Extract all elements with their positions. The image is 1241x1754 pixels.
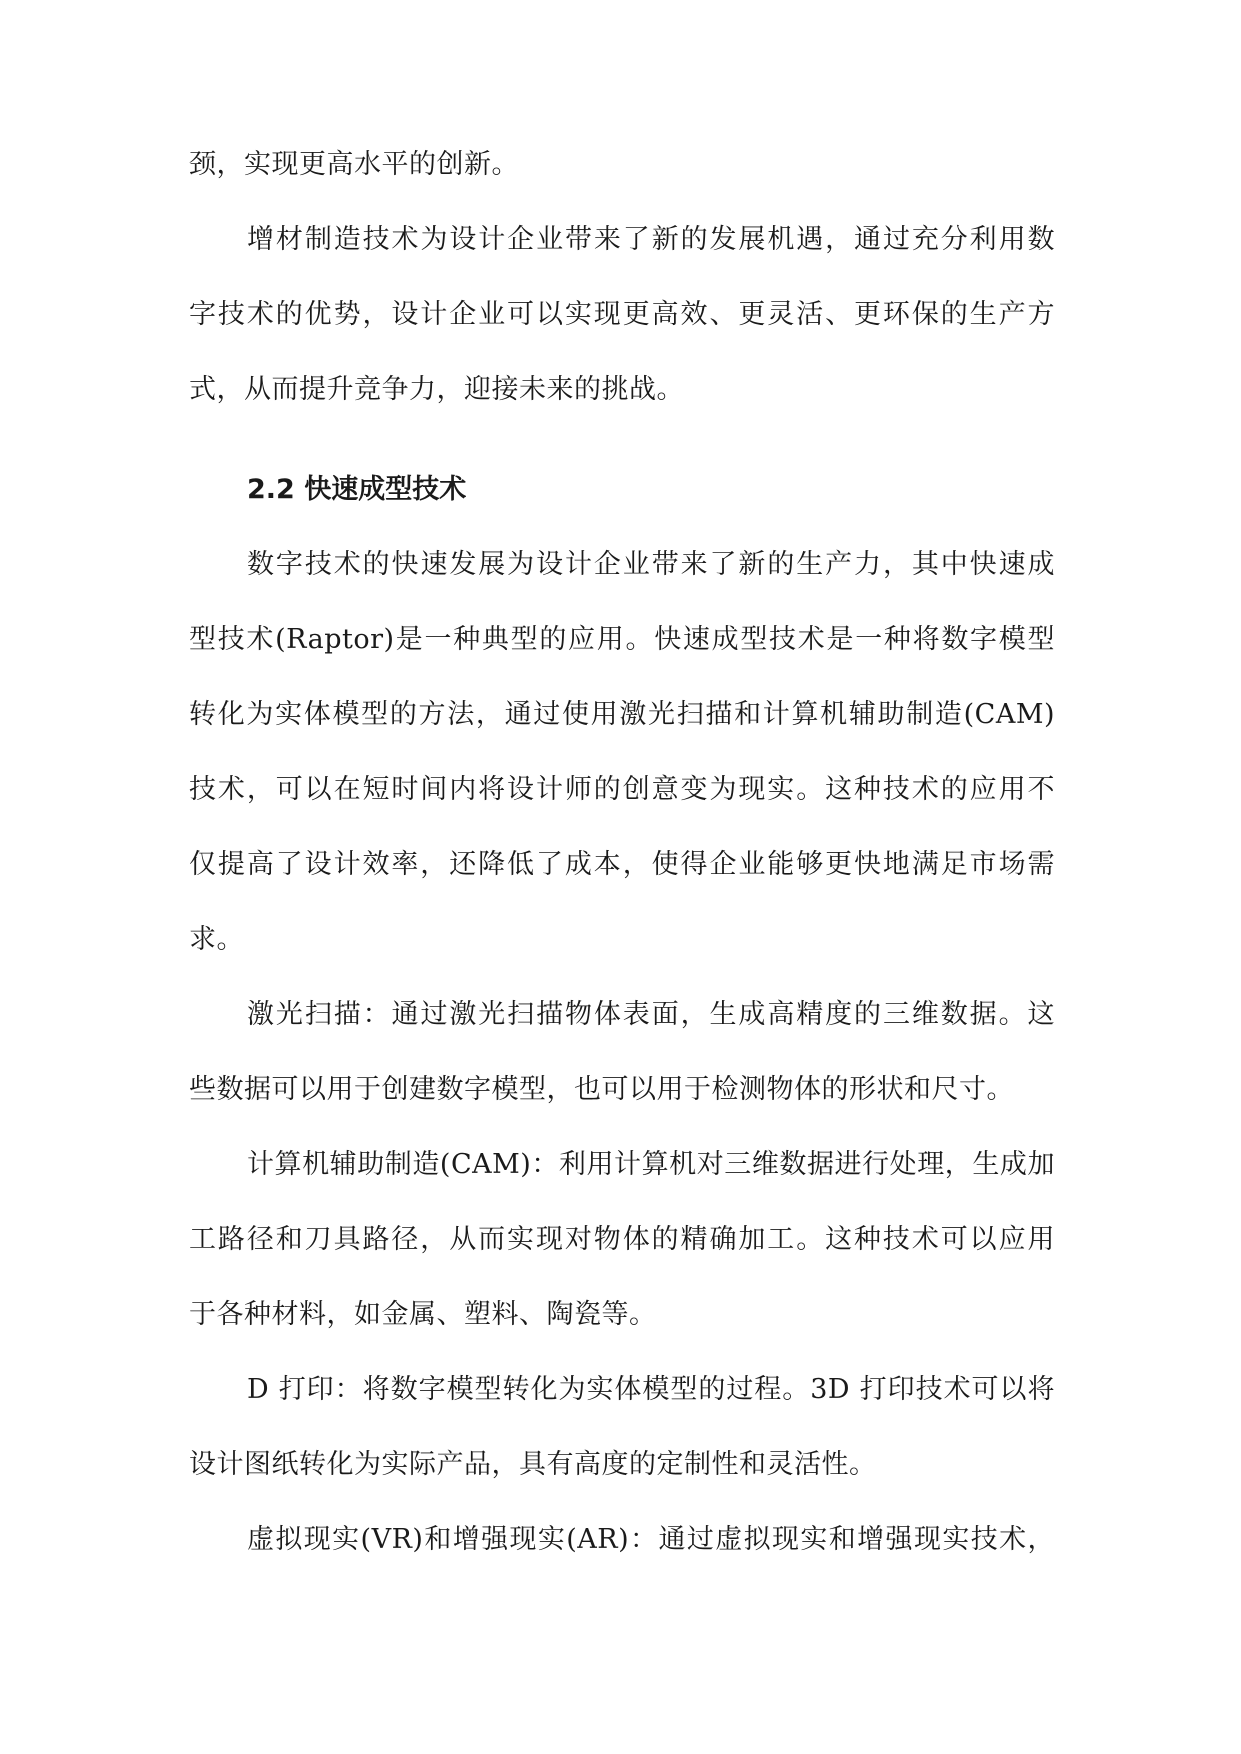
text-line: 技术，可以在短时间内将设计师的创意变为现实。这种技术的应用不 xyxy=(189,774,1055,805)
paragraph-3d-printing xyxy=(189,1365,1055,1515)
text-line: 颈，实现更高水平的创新。 xyxy=(189,149,519,180)
paragraph-vr-ar xyxy=(189,1515,1055,1590)
text-line: 仅提高了设计效率，还降低了成本，使得企业能够更快地满足市场需 xyxy=(189,849,1055,880)
text-line: 工路径和刀具路径，从而实现对物体的精确加工。这种技术可以应用 xyxy=(189,1224,1055,1255)
text-line: 增材制造技术为设计企业带来了新的发展机遇，通过充分利用数 xyxy=(247,224,1055,255)
paragraph-laser-scanning xyxy=(189,990,1055,1140)
paragraph-rapid-prototyping xyxy=(189,540,1055,990)
document-page xyxy=(189,140,1055,1590)
text-line: D 打印：将数字模型转化为实体模型的过程。3D 打印技术可以将 xyxy=(247,1374,1055,1405)
section-heading: 2.2 快速成型技术 xyxy=(247,474,467,505)
text-line: 于各种材料，如金属、塑料、陶瓷等。 xyxy=(189,1299,657,1330)
text-line: 计算机辅助制造(CAM)：利用计算机对三维数据进行处理，生成加 xyxy=(247,1149,1055,1180)
text-line: 激光扫描：通过激光扫描物体表面，生成高精度的三维数据。这 xyxy=(247,999,1055,1030)
text-line: 转化为实体模型的方法，通过使用激光扫描和计算机辅助制造(CAM) xyxy=(189,699,1055,730)
paragraph-continuation xyxy=(189,140,1055,215)
text-line: 设计图纸转化为实际产品，具有高度的定制性和灵活性。 xyxy=(189,1449,877,1480)
text-line: 数字技术的快速发展为设计企业带来了新的生产力，其中快速成 xyxy=(247,549,1055,580)
paragraph-additive-manufacturing xyxy=(189,215,1055,440)
text-line: 求。 xyxy=(189,924,244,955)
text-line: 字技术的优势，设计企业可以实现更高效、更灵活、更环保的生产方 xyxy=(189,299,1055,330)
paragraph-cam xyxy=(189,1140,1055,1365)
text-line: 些数据可以用于创建数字模型，也可以用于检测物体的形状和尺寸。 xyxy=(189,1074,1014,1105)
text-line: 式，从而提升竞争力，迎接未来的挑战。 xyxy=(189,374,684,405)
text-line: 型技术(Raptor)是一种典型的应用。快速成型技术是一种将数字模型 xyxy=(189,624,1055,655)
text-line: 虚拟现实(VR)和增强现实(AR)：通过虚拟现实和增强现实技术， xyxy=(247,1524,1055,1555)
